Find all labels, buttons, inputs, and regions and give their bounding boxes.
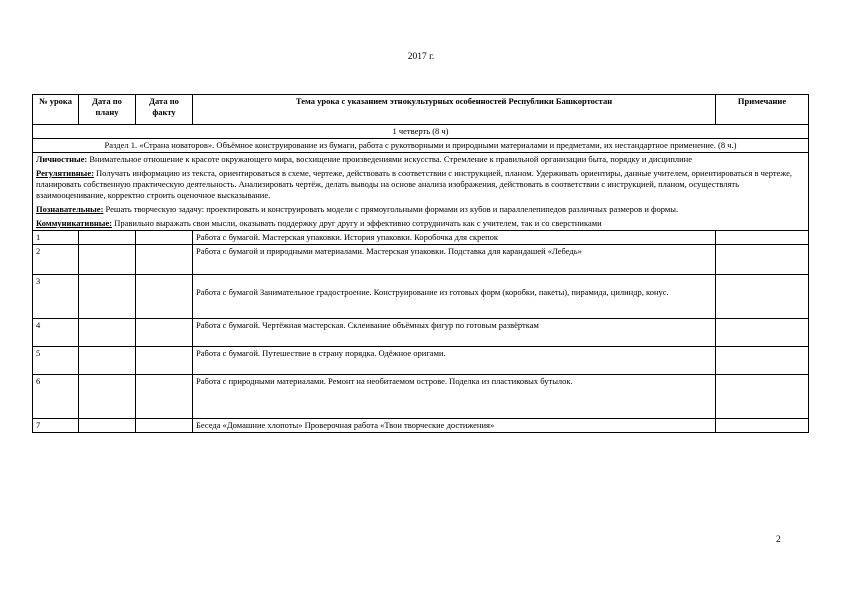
lesson-number: 5: [33, 347, 79, 375]
table-header-row: [33, 95, 809, 125]
fact-date-cell: [136, 231, 193, 245]
outcome-cognitive: [36, 204, 805, 215]
outcome-regulatory: [36, 168, 805, 201]
outcome-text: Решать творческую задачу: проектировать и конструировать модели с прямоугольными формами из кубов и параллелепипедов различных размеров и формы.: [103, 204, 679, 214]
lesson-topic: Беседа «Домашние хлопоты» Проверочная работа «Твои творческие достижения»: [193, 419, 716, 433]
outcome-text: Получать информацию из текста, ориентироваться в схеме, чертеже, действовать в соответствии с инструкцией, планом. Удерживать ориентиры, данные учителем, ориентироваться в чертеже, планировать собственную практическую деятельность. Анализировать чертёж, делать выводы на основе анализа изображения, действовать в соответствии с инструкцией, планом, осуществлять взаимооценивание, корректно строить оценочное высказывание.: [36, 168, 792, 200]
lesson-number: 2: [33, 245, 79, 275]
table-row: [33, 419, 809, 433]
outcome-label: Коммуникативные:: [36, 218, 113, 228]
outcome-text: Правильно выражать свои мысли, оказывать поддержку друг другу и эффективно сотрудничать как с учителем, так и со сверстниками: [112, 218, 602, 228]
quarter-title: 1 четверть (8 ч): [33, 125, 809, 139]
plan-date-cell: [79, 231, 136, 245]
lesson-topic: Работа с бумагой. Путешествие в страну порядка. Одёжное оригами.: [193, 347, 716, 375]
lesson-number: 7: [33, 419, 79, 433]
fact-date-cell: [136, 245, 193, 275]
lesson-plan-table: [32, 94, 809, 433]
lesson-topic: Работа с бумагой. Чертёжная мастерская. Склеивание объёмных фигур по готовым развёрткам: [193, 319, 716, 347]
fact-date-cell: [136, 275, 193, 319]
lesson-topic: Работа с бумагой. Мастерская упаковки. История упаковки. Коробочка для скрепок: [193, 231, 716, 245]
document-year: 2017 г.: [407, 52, 435, 62]
outcome-communicative: [36, 218, 805, 229]
plan-date-cell: [79, 245, 136, 275]
fact-date-cell: [136, 347, 193, 375]
outcome-text: Внимательное отношение к красоте окружающего мира, восхищение произведениями искусства. Стремление к правильной организации быта, порядку и дисциплине: [87, 154, 692, 164]
note-cell: [716, 347, 809, 375]
plan-date-cell: [79, 347, 136, 375]
note-cell: [716, 231, 809, 245]
page-number: 2: [776, 535, 781, 545]
outcome-label: Познавательные:: [36, 204, 104, 214]
table-row: [33, 347, 809, 375]
plan-date-cell: [79, 375, 136, 419]
outcome-label: Личностные:: [36, 154, 88, 164]
lesson-number: 3: [33, 275, 79, 319]
plan-date-cell: [79, 319, 136, 347]
outcomes-row: [33, 153, 809, 231]
col-header-fact-date: Дата по факту: [136, 95, 193, 125]
section-row: [33, 139, 809, 153]
outcome-personal: [36, 154, 805, 165]
outcome-label: Регулятивные:: [36, 168, 94, 178]
lesson-number: 6: [33, 375, 79, 419]
note-cell: [716, 275, 809, 319]
section-title: Раздел 1. «Страна новаторов». Объёмное конструирование из бумаги, работа с рукотворными и природными материалами и предметами, их нестандартное применение. (8 ч.): [33, 139, 809, 153]
lesson-number: 4: [33, 319, 79, 347]
table-row: [33, 275, 809, 319]
lesson-topic: Работа с бумагой Занимательное градостроение. Конструирование из готовых форм (коробки, пакеты), пирамида, цилиндр, конус.: [193, 275, 716, 319]
note-cell: [716, 419, 809, 433]
quarter-row: [33, 125, 809, 139]
col-header-note: Примечание: [716, 95, 809, 125]
fact-date-cell: [136, 375, 193, 419]
table-row: [33, 231, 809, 245]
lesson-topic: Работа с природными материалами. Ремонт на необитаемом острове. Поделка из пластиковых бутылок.: [193, 375, 716, 419]
col-header-lesson-number: № урока: [33, 95, 79, 125]
plan-date-cell: [79, 419, 136, 433]
col-header-topic: Тема урока с указанием этнокультурных особенностей Республики Башкортостан: [193, 95, 716, 125]
plan-date-cell: [79, 275, 136, 319]
note-cell: [716, 375, 809, 419]
table-row: [33, 319, 809, 347]
note-cell: [716, 319, 809, 347]
table-row: [33, 245, 809, 275]
fact-date-cell: [136, 319, 193, 347]
lesson-number: 1: [33, 231, 79, 245]
learning-outcomes: [33, 153, 809, 231]
fact-date-cell: [136, 419, 193, 433]
lesson-topic: Работа с бумагой и природными материалами. Мастерская упаковки. Подставка для карандашей «Лебедь»: [193, 245, 716, 275]
note-cell: [716, 245, 809, 275]
col-header-plan-date: Дата по плану: [79, 95, 136, 125]
table-row: [33, 375, 809, 419]
